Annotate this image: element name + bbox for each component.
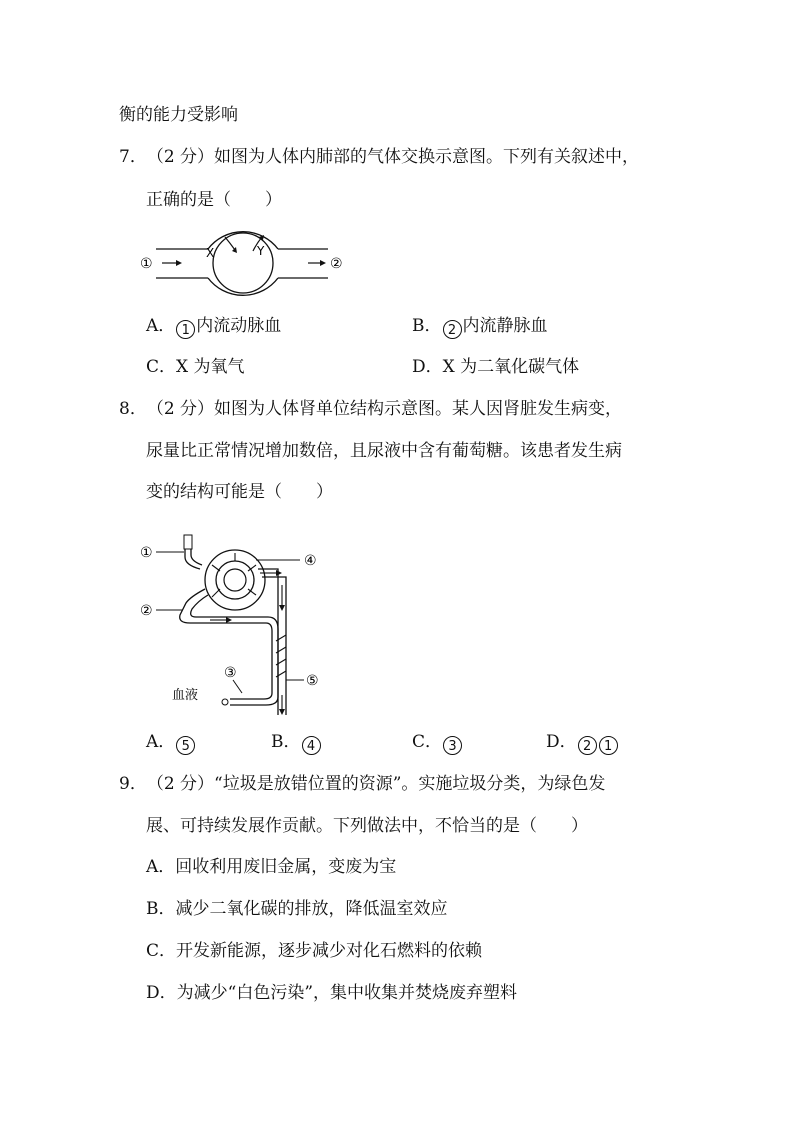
q8-option-b-circled-number: 4 (302, 736, 321, 755)
q8-option-b[interactable] (271, 731, 322, 755)
q7-option-a-letter: A． (146, 316, 176, 336)
q9-option-c[interactable] (146, 940, 482, 962)
q7-option-d-text: X 为二氧化碳气体 (442, 357, 580, 377)
q7-option-b-circled-number: 2 (443, 320, 462, 339)
q9-option-c-text: 开发新能源，逐步减少对化石燃料的依赖 (176, 941, 483, 961)
q7-option-a-circled-number: 1 (176, 320, 195, 339)
q8-option-c-circled-number: 3 (443, 736, 462, 755)
q8-label-2: ② (140, 603, 153, 619)
q7-option-b[interactable] (412, 315, 548, 339)
q7-option-a[interactable] (146, 315, 281, 339)
q7-option-d-letter: D． (412, 357, 443, 377)
q8-label-5: ⑤ (306, 673, 319, 689)
q7-stem-2: 正确的是（ ） (146, 190, 282, 210)
q9-option-b-letter: B． (146, 899, 176, 919)
q9-option-d-text: 为减少“白色污染”，集中收集并焚烧废弃塑料 (176, 983, 518, 1003)
q7-label-x: X (206, 246, 215, 260)
q9-option-a[interactable] (146, 856, 396, 878)
q8-label-3: ③ (224, 665, 237, 681)
q7-option-c-text: X 为氧气 (176, 357, 245, 377)
q9-option-a-letter: A． (146, 857, 176, 877)
q9-option-b[interactable] (146, 898, 448, 920)
q8-option-d-letter: D． (546, 732, 577, 752)
q8-option-a-letter: A． (146, 732, 176, 752)
q8-option-c[interactable] (412, 731, 463, 755)
q7-number: 7． (119, 147, 147, 167)
q8-label-blood: 血液 (172, 688, 199, 703)
q8-stem-3: 变的结构可能是（ ） (146, 482, 333, 502)
q9-option-d[interactable] (146, 982, 517, 1004)
q8-line1 (119, 398, 622, 420)
q7-option-b-text: 内流静脉血 (462, 316, 548, 336)
previous-question-tail: 衡的能力受影响 (119, 105, 238, 125)
q7-line1 (119, 146, 639, 168)
q9-option-c-letter: C． (146, 941, 177, 961)
q8-option-a-circled-number: 5 (176, 736, 195, 755)
q8-option-d[interactable] (546, 731, 619, 755)
q9-option-d-letter: D． (146, 983, 177, 1003)
q9-stem-1: （2 分）“垃圾是放错位置的资源”。实施垃圾分类，为绿色发 (146, 774, 606, 794)
q7-option-c[interactable] (146, 356, 245, 378)
q8-option-c-letter: C． (412, 732, 443, 752)
q7-label-in: ① (140, 256, 153, 272)
q7-option-d[interactable] (412, 356, 579, 378)
q7-label-y: Y (257, 244, 265, 258)
q9-option-a-text: 回收利用废旧金属，变废为宝 (175, 857, 397, 877)
q9-line1 (119, 773, 605, 795)
q8-label-1: ① (140, 545, 153, 561)
q7-option-b-letter: B． (412, 316, 442, 336)
q9-number: 9． (119, 774, 147, 794)
q7-option-a-text: 内流动脉血 (196, 316, 282, 336)
q8-nephron-diagram (130, 525, 340, 720)
q9-stem-2: 展、可持续发展作贡献。下列做法中，不恰当的是（ ） (146, 816, 588, 836)
q8-stem-1: （2 分）如图为人体肾单位结构示意图。某人因肾脏发生病变， (146, 399, 623, 419)
q7-option-c-letter: C． (146, 357, 177, 377)
q8-option-d-circled-number-2: 1 (599, 736, 618, 755)
q9-option-b-text: 减少二氧化碳的排放，降低温室效应 (175, 899, 448, 919)
q8-stem-2: 尿量比正常情况增加数倍，且尿液中含有葡萄糖。该患者发生病 (146, 441, 622, 461)
q8-number: 8． (119, 399, 147, 419)
q7-stem-1: （2 分）如图为人体内肺部的气体交换示意图。下列有关叙述中， (146, 147, 640, 167)
q8-option-a[interactable] (146, 731, 196, 755)
q8-label-4: ④ (304, 553, 317, 569)
q8-option-d-circled-number-1: 2 (578, 736, 597, 755)
q7-lung-diagram (130, 225, 360, 305)
q8-option-b-letter: B． (271, 732, 301, 752)
q7-label-out: ② (330, 256, 343, 272)
